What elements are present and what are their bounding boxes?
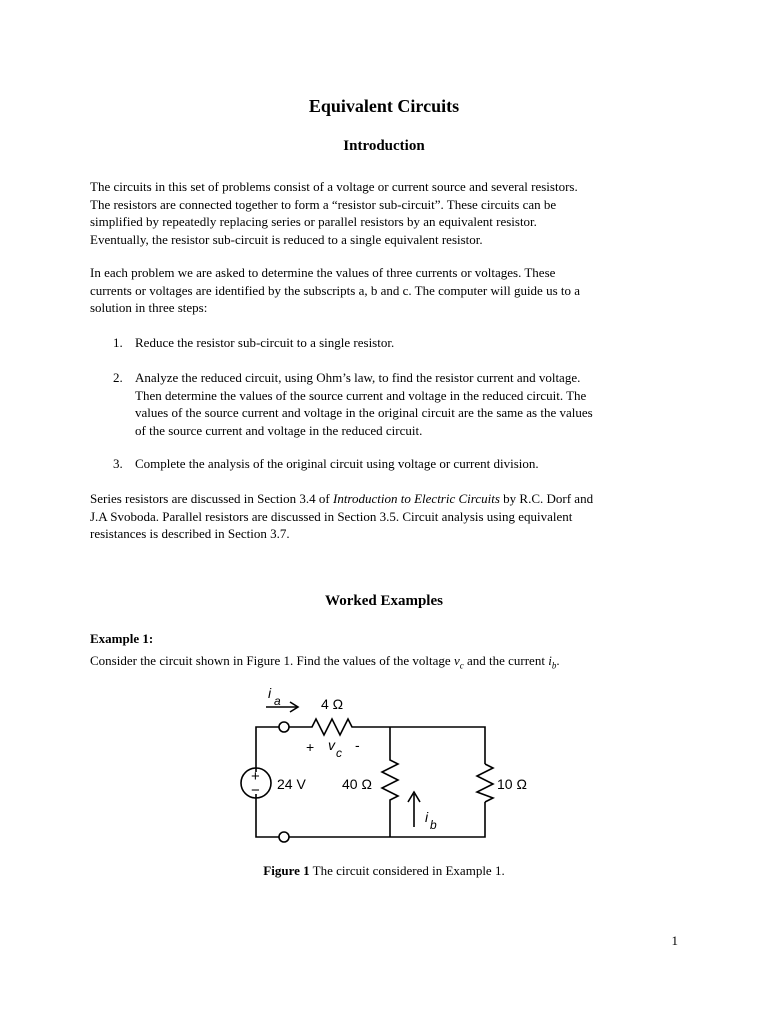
circuit-diagram: [232, 682, 542, 850]
vc-minus-sign: -: [355, 737, 360, 753]
text-line: Then determine the values of the source current and voltage in the reduced circuit. The: [135, 387, 587, 403]
figure-caption-label: Figure 1: [263, 863, 310, 878]
var-i: i: [548, 653, 552, 668]
intro-paragraph-2: [90, 264, 690, 317]
source-plus-sign: +: [251, 768, 260, 785]
list-number: 2.: [113, 370, 123, 385]
introduction-heading: Introduction: [343, 138, 425, 154]
text-line: Eventually, the resistor sub-circuit is reduced to a single equivalent resistor.: [90, 231, 483, 247]
text-line: of the source current and voltage in the reduced circuit.: [135, 422, 423, 438]
references-paragraph: [90, 490, 690, 543]
text-line: values of the source current and voltage in the original circuit are the same as the values: [135, 405, 593, 420]
ex-text: Consider the circuit shown in Figure 1. Find the values of the voltage: [90, 653, 454, 668]
text-line: Analyze the reduced circuit, using Ohm’s law, to find the resistor current and voltage.: [135, 370, 581, 385]
list-number: 1.: [113, 335, 123, 350]
text-line: Reduce the resistor sub-circuit to a single resistor.: [135, 335, 395, 350]
text-line: Complete the analysis of the original circuit using voltage or current division.: [135, 456, 539, 471]
page-number: 1: [671, 933, 678, 948]
ref-text: by R.C. Dorf and: [499, 491, 594, 506]
example-1-label: Example 1:: [90, 631, 154, 646]
ib-label: i: [425, 809, 429, 825]
text-line: simplified by repeatedly replacing series or parallel resistors by an equivalent resistor.: [90, 214, 537, 229]
document-title: Equivalent Circuits: [308, 96, 460, 116]
terminal-node-bottom: [279, 832, 289, 842]
text-line: [90, 490, 690, 508]
wire: [256, 727, 279, 772]
ia-label: i: [268, 685, 272, 701]
terminal-node-top: [279, 722, 289, 732]
wire: [289, 802, 485, 837]
text-line: J.A Svoboda. Parallel resistors are discussed in Section 3.5. Circuit analysis using equivalent: [90, 508, 573, 524]
text-line: resistances is described in Section 3.7.: [90, 526, 290, 541]
resistor-10-ohm-label: 10 Ω: [497, 776, 527, 792]
ib-subscript: b: [430, 818, 437, 832]
vc-label: v: [328, 737, 335, 753]
resistor-40-ohm-label: 40 Ω: [342, 776, 372, 792]
text-line: solution in three steps:: [90, 300, 208, 315]
source-voltage-label: 24 V: [277, 776, 306, 792]
wire: [256, 794, 279, 837]
text-line: In each problem we are asked to determine the values of three currents or voltages. These: [90, 265, 556, 280]
resistor-10-ohm: [477, 764, 493, 802]
figure-caption-text: The circuit considered in Example 1.: [309, 863, 505, 878]
source-minus-sign: −: [251, 782, 260, 799]
text-line: The circuits in this set of problems consist of a voltage or current source and several resistors.: [90, 179, 578, 194]
text-line: currents or voltages are identified by the subscripts a, b and c. The computer will guide us to a: [90, 282, 581, 298]
var-v: v: [453, 653, 460, 668]
intro-paragraph-1: [90, 178, 690, 248]
vc-plus-sign: +: [306, 739, 315, 755]
resistor-40-ohm: [382, 727, 398, 837]
text-line: The resistors are connected together to form a “resistor sub-circuit”. These circuits can be: [90, 196, 557, 212]
ref-text: Series resistors are discussed in Section 3.4 of: [90, 491, 333, 506]
figure-caption: [0, 863, 768, 879]
var-i-sub: b: [551, 660, 557, 671]
list-number: 3.: [113, 456, 123, 471]
text-line: [90, 652, 690, 675]
resistor-4-ohm: [289, 719, 485, 764]
book-title: Introduction to Electric Circuits: [332, 491, 500, 506]
ex-text: .: [556, 653, 560, 668]
resistor-4-ohm-label: 4 Ω: [321, 696, 344, 712]
ia-subscript: a: [274, 694, 281, 708]
var-v-sub: c: [459, 660, 464, 671]
example-1-text: [90, 652, 690, 675]
worked-examples-heading: Worked Examples: [325, 593, 443, 609]
ex-text: and the current: [463, 653, 549, 668]
vc-subscript: c: [336, 746, 342, 760]
